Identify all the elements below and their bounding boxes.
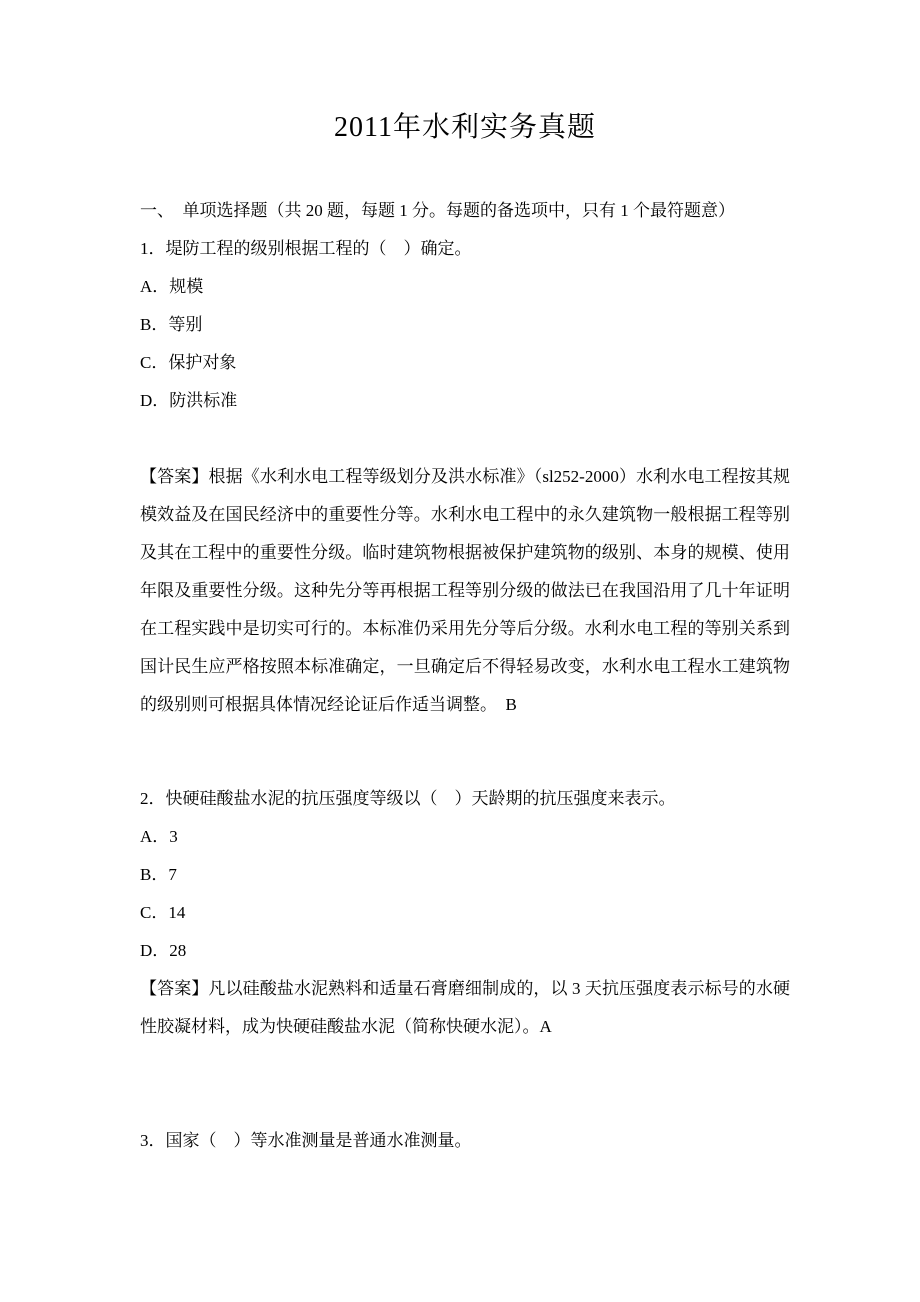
question-2-answer: 【答案】凡以硅酸盐水泥熟料和适量石膏磨细制成的，以 3 天抗压强度表示标号的水硬性胶凝材料，成为快硬硅酸盐水泥（简称快硬水泥）。A	[140, 979, 790, 1036]
question-1-answer: 【答案】根据《水利水电工程等级划分及洪水标准》（sl252-2000）水利水电工程按其规模效益及在国民经济中的重要性分等。水利水电工程中的永久建筑物一般根据工程等别及其在工程中的重要性分级。临时建筑物根据被保护建筑物的级别、本身的规模、使用年限及重要性分级。这种先分等再根据工程等别分级的做法已在我国沿用了几十年证明在工程实践中是切实可行的。本标准仍采用先分等后分级。水利水电工程的等别关系到国计民生应严格按照本标准确定，一旦确定后不得轻易改变，水利水电工程水工建筑物的级别则可根据具体情况经论证后作适当调整。 B	[140, 467, 790, 714]
question-1	[140, 230, 790, 724]
question-2-option-d: D．28	[140, 941, 187, 960]
blank-line	[140, 724, 790, 780]
blank-line	[140, 420, 790, 458]
question-1-option-a: A．规模	[140, 277, 204, 296]
question-1-option-d: D．防洪标准	[140, 391, 238, 410]
question-1-option-c: C．保护对象	[140, 353, 237, 372]
question-2	[140, 780, 790, 1046]
question-1-option-b: B．等别	[140, 315, 203, 334]
question-3	[140, 1122, 790, 1160]
question-2-option-c: C．14	[140, 903, 186, 922]
section-header: 一、 单项选择题（共 20 题，每题 1 分。每题的备选项中，只有 1 个最符题意）	[140, 201, 735, 220]
blank-line	[140, 1046, 790, 1122]
question-1-stem: 1．堤防工程的级别根据工程的（ ）确定。	[140, 239, 472, 258]
question-2-stem: 2．快硬硅酸盐水泥的抗压强度等级以（ ）天龄期的抗压强度来表示。	[140, 789, 676, 808]
question-3-stem: 3．国家（ ）等水准测量是普通水准测量。	[140, 1131, 472, 1150]
document-title: 2011年水利实务真题	[334, 112, 596, 143]
question-2-option-b: B．7	[140, 865, 177, 884]
question-2-option-a: A．3	[140, 827, 178, 846]
